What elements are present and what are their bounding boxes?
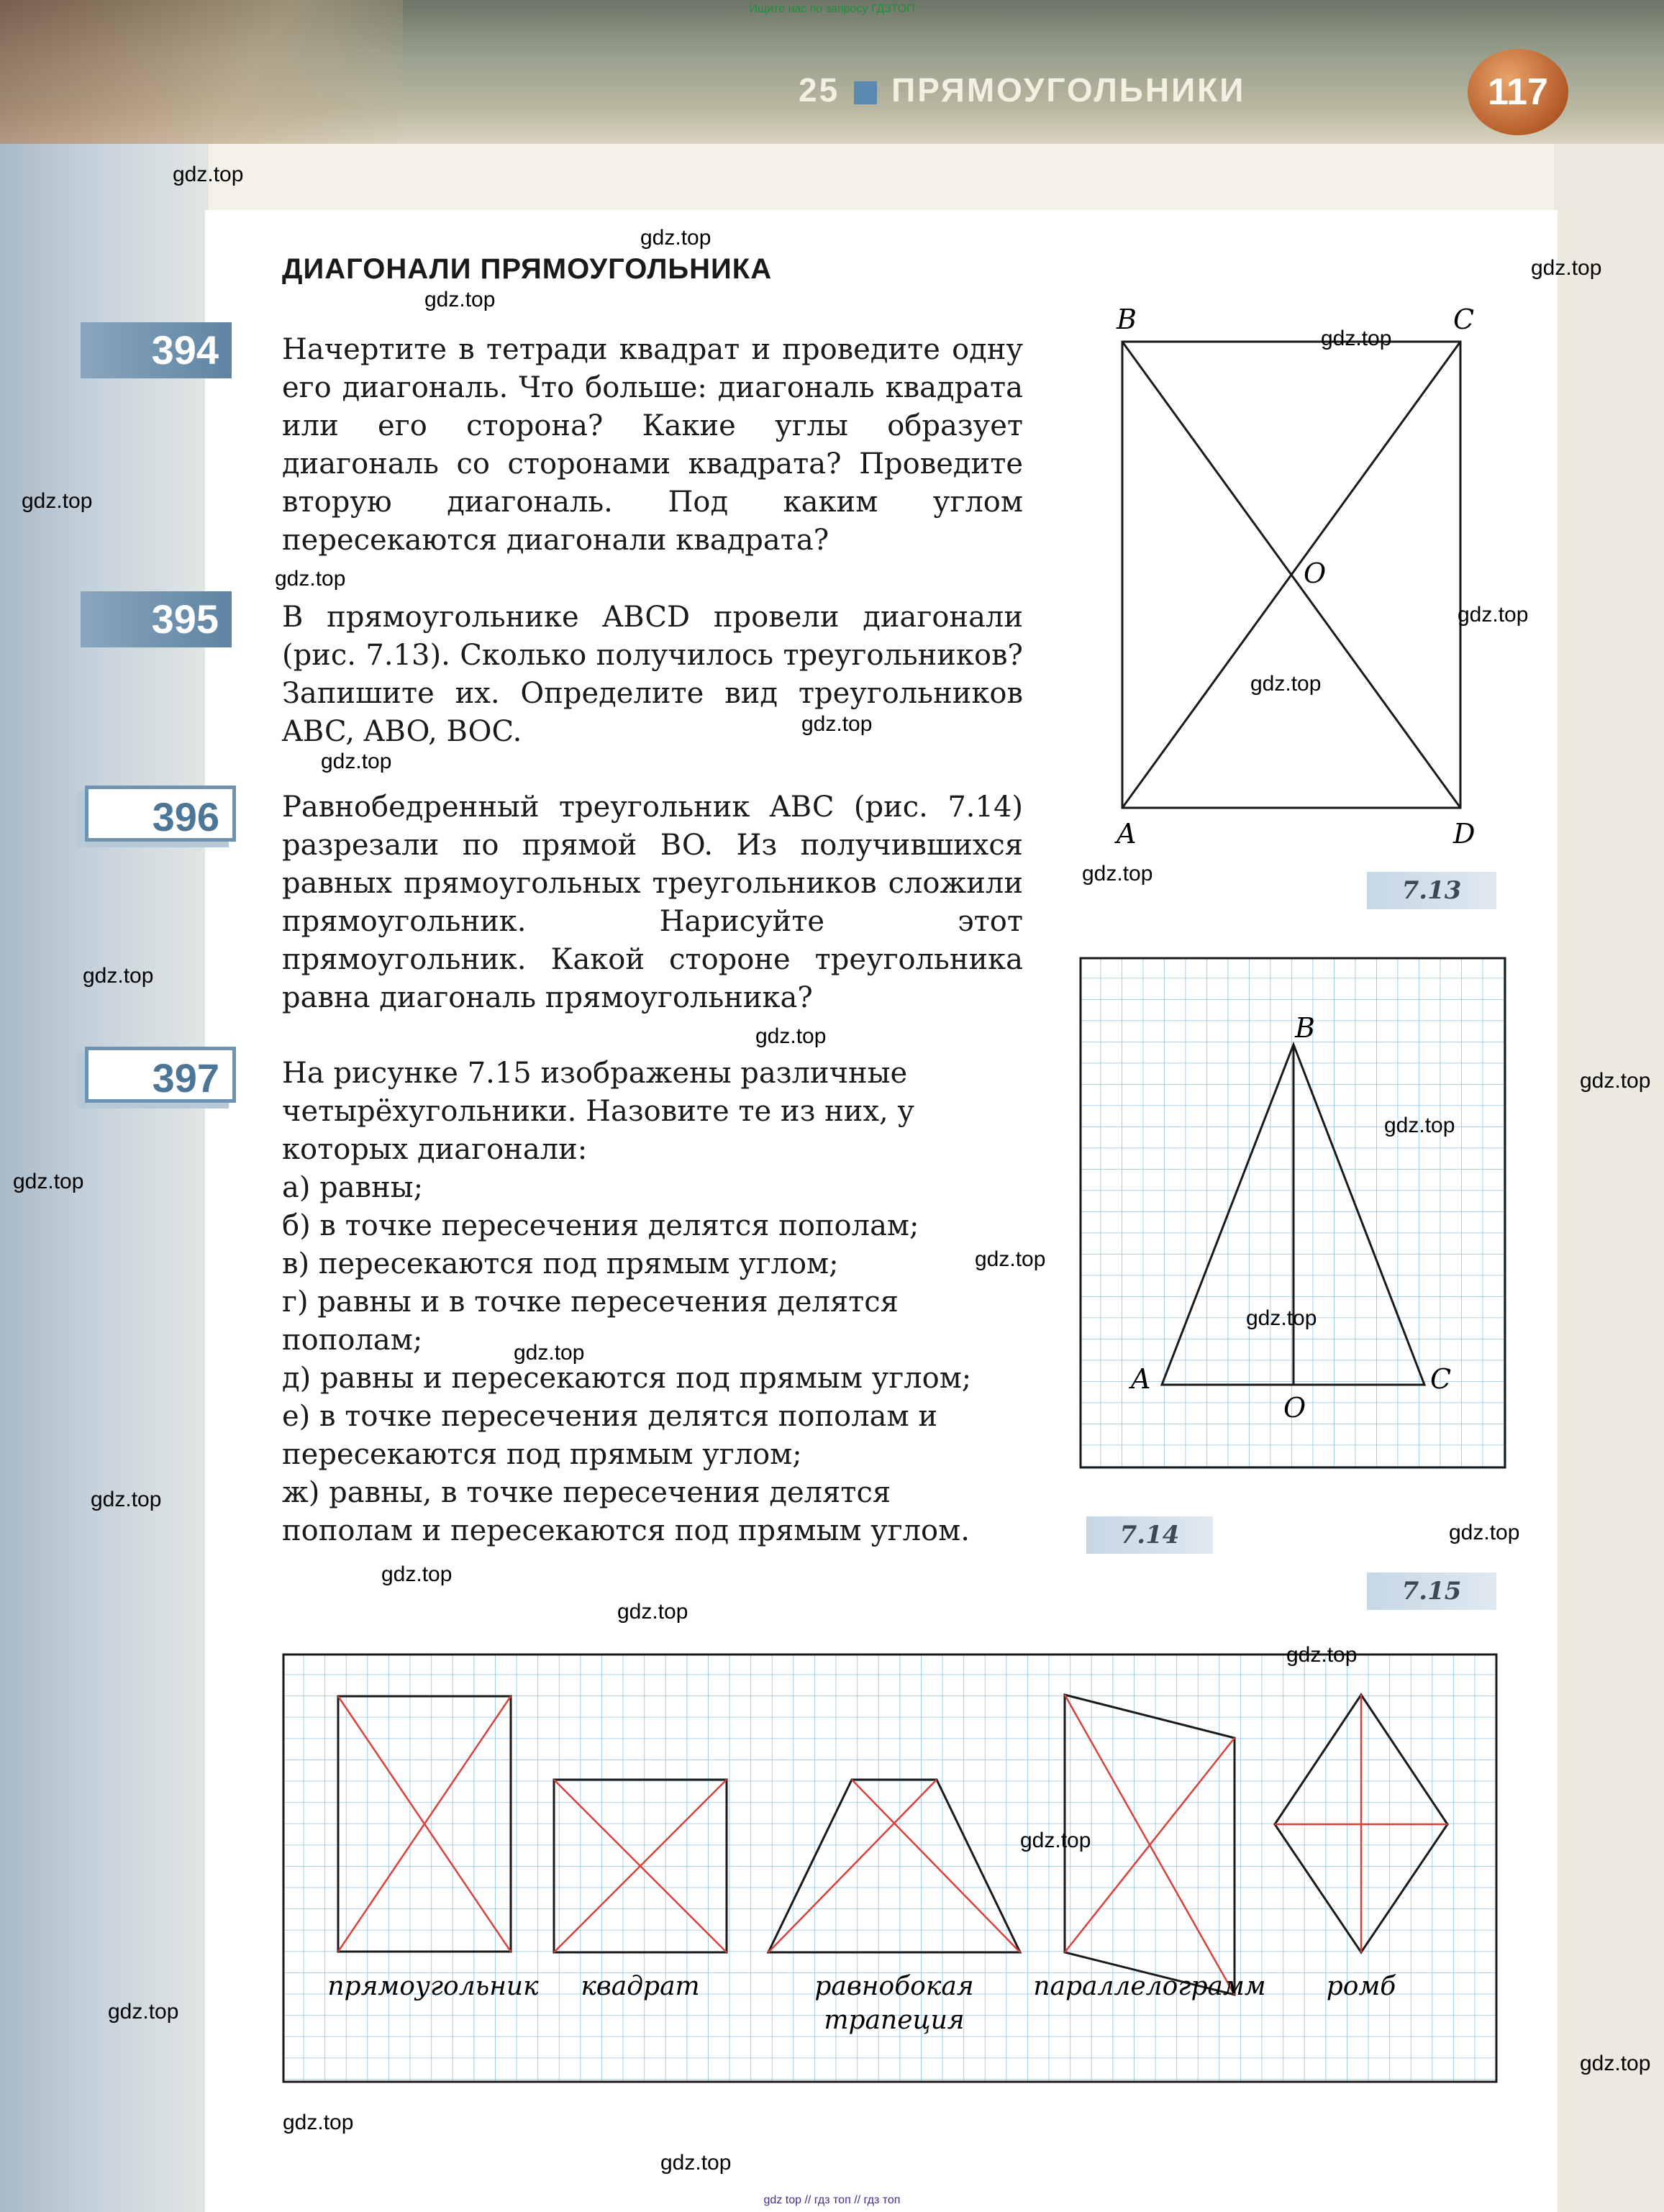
- point-d-label: D: [1453, 818, 1476, 850]
- shape-label-rhombus: ромб: [1326, 1972, 1396, 2001]
- figure-label-7-14: 7.14: [1086, 1516, 1213, 1554]
- watermark: gdz.top: [173, 163, 244, 186]
- watermark: gdz.top: [91, 1488, 162, 1511]
- point-o-label: O: [1283, 1392, 1306, 1424]
- figure-label-7-13: 7.13: [1367, 872, 1496, 909]
- watermark: gdz.top: [22, 489, 93, 513]
- watermark: gdz.top: [660, 2151, 732, 2175]
- watermark: gdz.top: [283, 2111, 354, 2134]
- watermark: gdz.top: [424, 288, 496, 311]
- top-note: Ищите нас по запросу ГДЗТОП: [749, 3, 915, 15]
- task-badge-394: 394: [81, 322, 232, 378]
- shape-label-parallelogram: параллелограмм: [1033, 1972, 1266, 2001]
- task-badge-397: 397: [85, 1047, 236, 1103]
- watermark: gdz.top: [1082, 862, 1153, 886]
- watermark: gdz.top: [617, 1600, 688, 1624]
- task-text-395: В прямоугольнике ABCD провели диагонали (рис. 7.13). Сколько получилось треугольников? Запишите их. Определите вид треугольников ABC, ABO, BOC.: [282, 601, 1023, 748]
- watermark: gdz.top: [108, 2000, 179, 2024]
- point-a-label: A: [1117, 818, 1137, 850]
- point-a-label: A: [1131, 1363, 1151, 1395]
- figure-7-14: [1079, 957, 1511, 1475]
- watermark: gdz.top: [1250, 672, 1322, 696]
- watermark: gdz.top: [1384, 1114, 1455, 1137]
- watermark: gdz.top: [1449, 1521, 1520, 1544]
- section-number: 25: [799, 71, 840, 109]
- shape-label-square: квадрат: [581, 1972, 700, 2001]
- bottom-note: gdz top // гдз топ // гдз топ: [763, 2194, 901, 2206]
- chapter-title: [799, 70, 1245, 109]
- task-text-394: Начертите в тетради квадрат и проведите одну его диагональ. Что больше: диагональ квадрата или его сторона? Какие углы образует диагональ со сторонами квадрата? Проведите вторую диагональ. Под каким углом пересекаются диагонали квадрата?: [282, 333, 1023, 557]
- square-icon: [854, 81, 877, 104]
- shape-label-isosceles: равнобокая: [814, 1972, 974, 2001]
- watermark: gdz.top: [975, 1247, 1046, 1271]
- banner-decoration: [0, 0, 403, 144]
- section-title: ПРЯМОУГОЛЬНИКИ: [891, 71, 1246, 109]
- watermark: gdz.top: [1531, 256, 1602, 280]
- watermark: gdz.top: [640, 226, 711, 250]
- watermark: gdz.top: [1580, 2052, 1651, 2075]
- watermark: gdz.top: [321, 750, 392, 773]
- watermark: gdz.top: [1020, 1829, 1091, 1852]
- watermark: gdz.top: [1246, 1306, 1317, 1330]
- figure-7-13: [1094, 288, 1496, 863]
- point-c-label: C: [1453, 304, 1475, 335]
- watermark: gdz.top: [1580, 1069, 1651, 1093]
- watermark: gdz.top: [83, 964, 154, 988]
- right-margin: [1554, 144, 1664, 2212]
- point-c-label: C: [1430, 1363, 1452, 1395]
- task-badge-396: 396: [85, 786, 236, 842]
- watermark: gdz.top: [275, 567, 346, 591]
- watermark: gdz.top: [1458, 603, 1529, 627]
- watermark: gdz.top: [13, 1170, 84, 1193]
- page-number: 117: [1468, 49, 1568, 135]
- shape-label-rectangle: прямоугольник: [327, 1972, 539, 2001]
- section-heading: ДИАГОНАЛИ ПРЯМОУГОЛЬНИКА: [282, 253, 773, 285]
- watermark: gdz.top: [801, 712, 873, 736]
- watermark: gdz.top: [1286, 1643, 1358, 1667]
- point-b-label: B: [1117, 304, 1137, 335]
- task-text-396: Равнобедренный треугольник ABC (рис. 7.14) разрезали по прямой BO. Из получившихся равных прямоугольных треугольников сложили прямоугольник. Нарисуйте этот прямоугольник. Какой стороне треугольника равна диагональ прямоугольника?: [282, 791, 1023, 1014]
- figure-7-15: [282, 1653, 1499, 2086]
- shape-label-trapezoid: трапеция: [824, 2006, 965, 2035]
- watermark: gdz.top: [755, 1024, 827, 1048]
- point-b-label: B: [1295, 1012, 1315, 1044]
- watermark: gdz.top: [514, 1341, 585, 1365]
- figure-label-7-15: 7.15: [1367, 1572, 1496, 1610]
- point-o-label: O: [1304, 557, 1327, 589]
- task-text-397: На рисунке 7.15 изображены различные четырёхугольники. Назовите те из них, у которых диагонали: а) равны; б) в точке пересечения делятся пополам; в) пересекаются под прямым углом; г) равны и в точке пересечения делятся пополам; д) равны и пересекаются под прямым углом; е) в точке пересечения делятся пополам и пересекаются под прямым углом; ж) равны, в точке пересечения делятся пополам и пересекаются под прямым углом.: [282, 1057, 972, 1547]
- task-badge-395: 395: [81, 591, 232, 647]
- watermark: gdz.top: [1321, 327, 1392, 350]
- watermark: gdz.top: [381, 1562, 453, 1586]
